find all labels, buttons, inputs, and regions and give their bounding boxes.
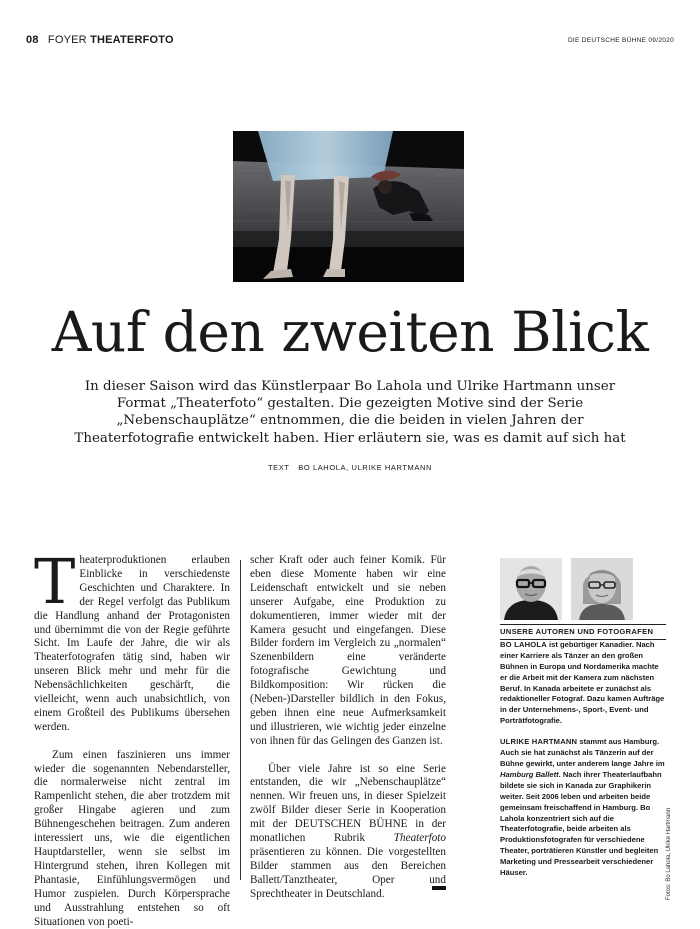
author-name: ULRIKE HARTMANN xyxy=(500,737,578,747)
page-header xyxy=(26,34,174,46)
rubric-name: Theaterfoto xyxy=(393,832,446,845)
author-bio xyxy=(500,640,666,727)
paragraph: scher Kraft oder auch feiner Komik. Für eben diese Momente haben wir eine Leidenschaft entwickelt und sie neben unserer Aufgabe, eine Produktion zu dokumentieren, immer wieder mit der Kamera gesucht und eingefangen. Diese Bilder fordern im Vergleich zu „normalen“ Szenenbildern eine veränderte fotografische Gewichtung und Bildkomposition: Wir rücken die (Neben-)Darsteller bildlich in den Fokus, geben ihnen eine neue Aufmerksamkeit und illustrieren, wie wichtig jeder einzelne von ihnen für das Gelingen des Ganzen ist. xyxy=(250,554,446,747)
paragraph-text: heaterproduktionen erlauben Einblicke in verschiedenste Geschichten und Charaktere. In der Regel verfolgt das Publikum die Handlung anhand der Protagonisten und übernimmt die von der Regie geführte Sicht. Im Laufe der Jahre, die wir als Theaterfotografen tätig sind, haben wir unseren Blick mehr und mehr für die Nebensächlichkeiten geschärft, die vielleicht, wenn auch unabsichtlich, von einem Großteil des Publikums übersehen werden. xyxy=(34,554,230,733)
article-column-1 xyxy=(34,545,230,929)
portrait-photo xyxy=(500,558,562,620)
stage-photo-illustration xyxy=(233,131,464,282)
portrait-bo-lahola xyxy=(500,558,562,620)
page-number: 08 xyxy=(26,34,39,46)
portrait-ulrike-hartmann xyxy=(571,558,633,620)
drop-cap: T xyxy=(34,545,76,618)
end-mark xyxy=(432,886,446,890)
author-bio-text: ist gebürtiger Kanadier. Nach einer Karriere als Tänzer an den großen Bühnen in Europa und Nordamerika machte er die Arbeit mit der Kamera zum nächsten Beruf. In Kanada arbeitete er zunächst als redaktioneller Fotograf. Dazu kamen Aufträge in der Unternehmens-, Sport-, Event- und Porträtfotografie. xyxy=(500,639,665,726)
sidebar-heading: UNSERE AUTOREN UND FOTOGRAFEN xyxy=(500,624,666,640)
column-divider xyxy=(240,560,241,880)
paragraph xyxy=(34,545,230,735)
section-name: FOYER xyxy=(47,34,87,46)
author-bio-text: stammt aus Hamburg. Auch sie hat zunächst als Tänzerin auf der Bühne gewirkt, unter anderem lange Jahre im xyxy=(500,737,665,768)
company-name: Hamburg Ballett xyxy=(500,769,559,779)
paragraph-text: präsentieren zu können. Die vorgestellten Bilder stammen aus den Bereichen Ballett/Tanztheater, Oper und Sprechtheater in Deutschland. xyxy=(250,846,446,900)
author-sidebar xyxy=(500,624,666,879)
magazine-issue: DIE DEUTSCHE BÜHNE 09/2020 xyxy=(567,37,674,44)
paragraph: Zum einen faszinieren uns immer wieder die sogenannten Nebendarsteller, die normalerweise nicht zentral im Rampenlicht stehen, die aber trotzdem mit großer Hingabe agieren und zum Bühnengeschehen beitragen. Zum anderen interessiert uns, wie die eigentlichen Hauptdarsteller, wenn sie selbst im Hintergrund stehen, ihren Kollegen mit Phantasie, Einfühlungsvermögen und Humor zuspielen. Durch Körpersprache und Ausstrahlung entstehen so oft Situationen von poeti- xyxy=(34,748,230,928)
photo-credit: Fotos: Bo Lahola, Ulrike Hartmann xyxy=(666,807,672,900)
author-bio xyxy=(500,737,666,879)
paragraph xyxy=(250,763,446,902)
column-name: THEATERFOTO xyxy=(90,34,174,46)
portrait-photo xyxy=(571,558,633,620)
article-headline: Auf den zweiten Blick xyxy=(51,300,649,364)
stage-photo xyxy=(233,131,464,282)
article-lead: In dieser Saison wird das Künstlerpaar Bo Lahola und Ulrike Hartmann unser Format „Theaterfoto“ gestalten. Die gezeigten Motive sind der Serie „Nebenschauplätze“ entnommen, die die beiden in vielen Jahren der Theaterfotografie entwickelt haben. Hier erläutern sie, was es damit auf sich hat xyxy=(74,379,626,446)
byline-label: TEXT xyxy=(267,463,290,472)
byline xyxy=(0,463,700,472)
author-bio-text: . Nach ihrer Theaterlaufbahn bildete sie sich in Kanada zur Graphikerin weiter. Seit 2006 leben und arbeiten beide gemeinsam freischaffend in Hamburg. Bo Lahola konzentriert sich auf die Theaterfotografie, beide arbeiten als Produktionsfotografen für verschiedene Theater, porträtieren Künstler und begleiten Marketing und Pressearbeit verschiedener Häuser. xyxy=(500,769,662,878)
paragraph-text: Über viele Jahre ist so eine Serie entstanden, die wir „Nebenschauplätze“ nennen. Wir freuen uns, in dieser Spielzeit zwölf Bilder dieser Serie in Kooperation mit der DEUTSCHEN BÜHNE in der monatlichen Rubrik xyxy=(250,762,446,845)
byline-authors: BO LAHOLA, ULRIKE HARTMANN xyxy=(298,463,433,472)
author-name: BO LAHOLA xyxy=(500,639,547,649)
article-column-2 xyxy=(250,554,446,916)
